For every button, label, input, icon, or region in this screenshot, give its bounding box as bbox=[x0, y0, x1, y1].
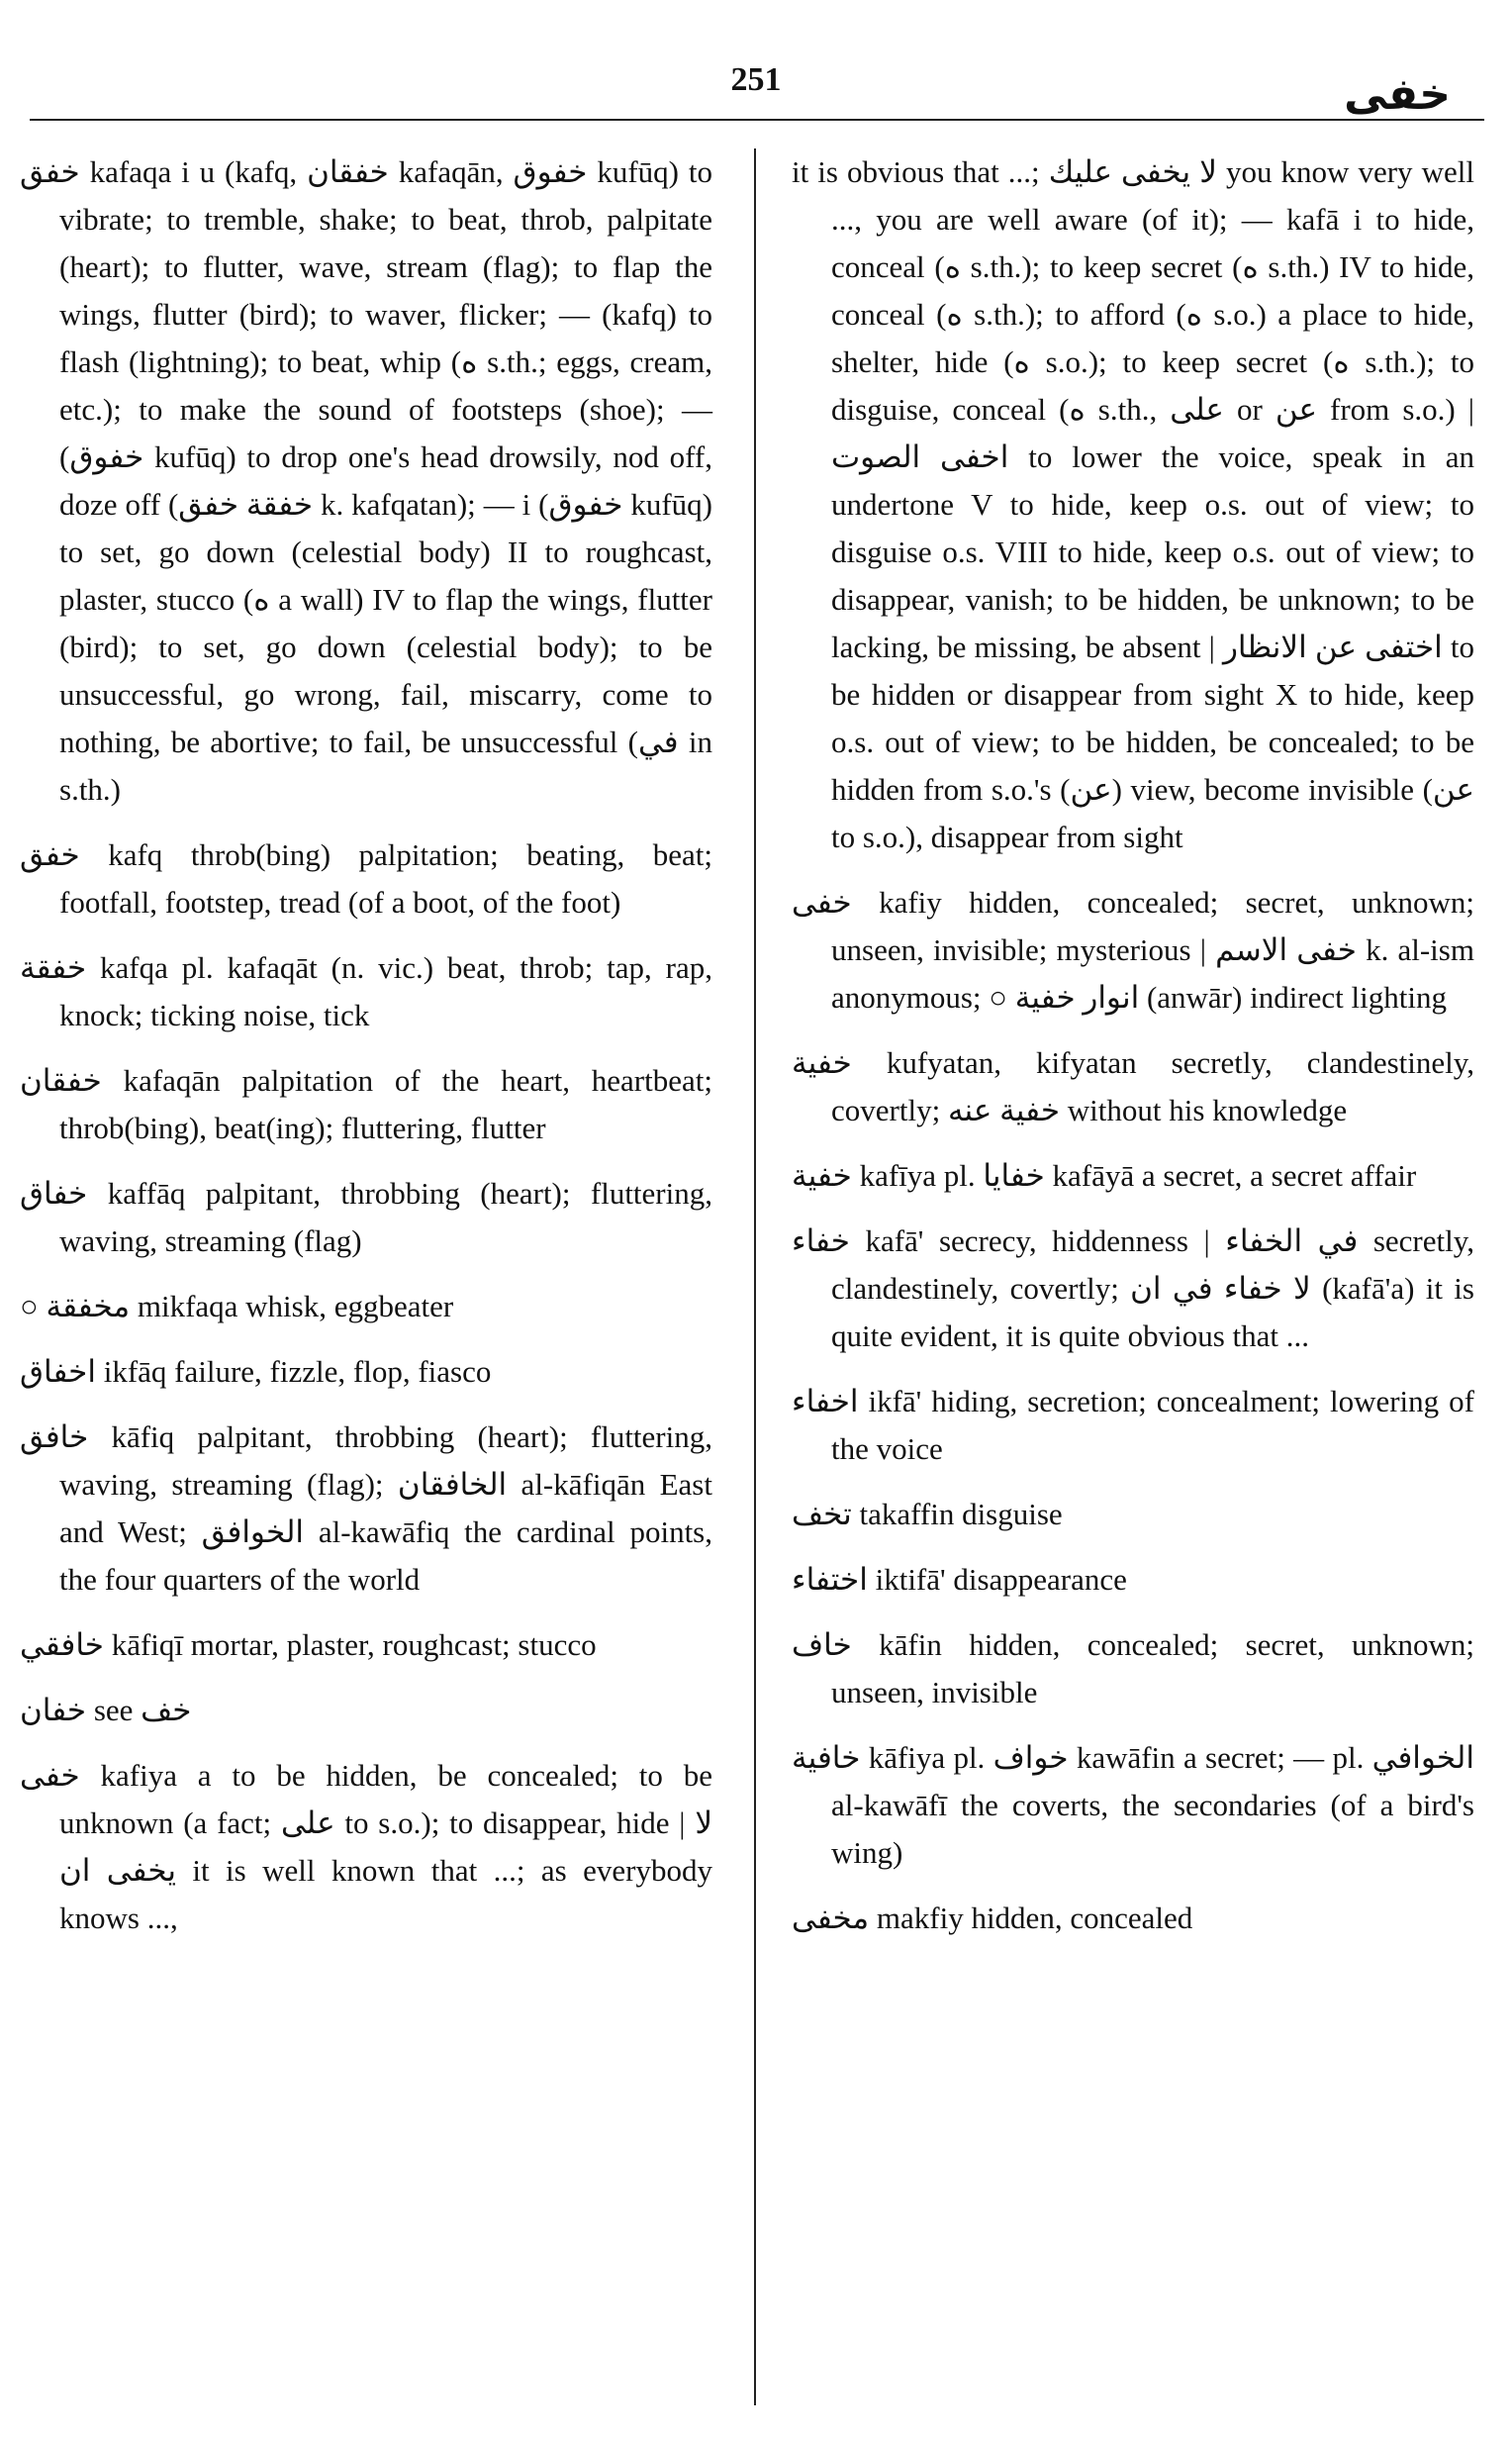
dictionary-entry bbox=[792, 148, 1474, 861]
dictionary-entry bbox=[792, 1556, 1474, 1604]
right-column bbox=[792, 148, 1474, 1960]
entry-text: خافق kāfiq palpitant, throbbing (heart); fluttering, waving, streaming (flag); الخافقان al-kāfiqān East and West; الخوافق al-kawāfiq the cardinal points, the four quarters of the world bbox=[20, 1419, 712, 1597]
entry-text: مخفى makfiy hidden, concealed bbox=[792, 1901, 1193, 1935]
entry-text: خفان see خف bbox=[20, 1693, 192, 1727]
entry-text: خفاق kaffāq palpitant, throbbing (heart); fluttering, waving, streaming (flag) bbox=[20, 1176, 712, 1258]
guide-word: خفى bbox=[1344, 69, 1451, 120]
dictionary-entry bbox=[792, 1218, 1474, 1360]
dictionary-entry bbox=[20, 944, 712, 1039]
entry-text: اخفاء ikfā' hiding, secretion; concealment; lowering of the voice bbox=[792, 1384, 1474, 1466]
entry-text: it is obvious that ...; لا يخفى عليك you know very well ..., you are well aware (of it); — kafā i to hide, conceal (ه s.th.); to keep secret (ه s.th.) IV to hide, conceal (ه s.th.); to afford (ه s.o.) a place to hide, shelter, hide (ه s.o.); to keep secret (ه s.th.); to disguise, conceal (ه s.th., على or عن from s.o.) | اخفى الصوت to lower the voice, speak in an undertone V to hide, keep o.s. out of view; to disguise o.s. VIII to hide, keep o.s. out of view; to disappear, vanish; to be hidden, be unknown; to be lacking, be missing, be absent | اختفى عن الانظار to be hidden or disappear from sight X to hide, keep o.s. out of view; to be hidden, be concealed; to be hidden from s.o.'s (عن) view, become invisible (عن to s.o.), disappear from sight bbox=[792, 154, 1475, 854]
dictionary-entry bbox=[792, 1491, 1474, 1538]
dictionary-entry bbox=[792, 1734, 1474, 1877]
dictionary-entry bbox=[20, 1621, 712, 1669]
dictionary-entry bbox=[792, 1039, 1474, 1134]
dictionary-entry bbox=[20, 1348, 712, 1396]
entry-text: خفقان kafaqān palpitation of the heart, heartbeat; throb(bing), beat(ing); fluttering, flutter bbox=[20, 1063, 712, 1145]
entry-text: خفى kafiy hidden, concealed; secret, unknown; unseen, invisible; mysterious | خفى الاسم k. al-ism anonymous; ○ انوار خفية (anwār) indirect lighting bbox=[792, 885, 1474, 1015]
column-divider bbox=[754, 148, 756, 2405]
entry-text: خاف kāfin hidden, concealed; secret, unknown; unseen, invisible bbox=[792, 1627, 1474, 1709]
dictionary-entry bbox=[20, 1057, 712, 1152]
dictionary-entry bbox=[20, 1687, 712, 1734]
dictionary-entry bbox=[20, 1283, 712, 1330]
dictionary-entry bbox=[20, 148, 712, 814]
dictionary-entry bbox=[20, 831, 712, 926]
left-column bbox=[20, 148, 712, 1960]
page-header bbox=[0, 0, 1512, 129]
dictionary-entry bbox=[792, 1895, 1474, 1942]
dictionary-entry bbox=[792, 879, 1474, 1022]
entry-text: خفى kafiya a to be hidden, be concealed; to be unknown (a fact; على to s.o.); to disappear, hide | لا يخفى ان it is well known that ...; as everybody knows ..., bbox=[20, 1758, 712, 1935]
entry-text: خفق kafaqa i u (kafq, خفقان kafaqān, خفوق kufūq) to vibrate; to tremble, shake; to beat, throb, palpitate (heart); to flutter, wave, stream (flag); to flap the wings, flutter (bird); to waver, flicker; — (kafq) to flash (lightning); to beat, whip (ه s.th.; eggs, cream, etc.); to make the sound of footsteps (shoe); — (خفوق kufūq) to drop one's head drowsily, nod off, doze off (خفقة خفق k. kafqatan); — i (خفوق kufūq) to set, go down (celestial body) II to roughcast, plaster, stucco (ه a wall) IV to flap the wings, flutter (bird); to set, go down (celestial body); to be unsuccessful, go wrong, fail, miscarry, come to nothing, be abortive; to fail, be unsuccessful (في in s.th.) bbox=[20, 154, 713, 807]
entry-text: ○ مخفقة mikfaqa whisk, eggbeater bbox=[20, 1289, 454, 1323]
entry-text: خفية kufyatan, kifyatan secretly, clandestinely, covertly; خفية عنه without his knowledge bbox=[792, 1045, 1474, 1127]
page-number: 251 bbox=[730, 61, 782, 98]
entry-text: خفق kafq throb(bing) palpitation; beating, beat; footfall, footstep, tread (of a boot, of the foot) bbox=[20, 837, 712, 920]
entry-text: خفاء kafā' secrecy, hiddenness | في الخفاء secretly, clandestinely, covertly; لا خفاء في ان (kafā'a) it is quite evident, it is quite obvious that ... bbox=[792, 1223, 1474, 1353]
entry-text: اختفاء iktifā' disappearance bbox=[792, 1562, 1127, 1597]
dictionary-entry bbox=[792, 1621, 1474, 1716]
entry-text: اخفاق ikfāq failure, fizzle, flop, fiasco bbox=[20, 1354, 492, 1389]
entry-text: خافية kāfiya pl. خواف kawāfin a secret; — pl. الخوافي al-kawāfī the coverts, the secondaries (of a bird's wing) bbox=[792, 1740, 1474, 1870]
dictionary-entry bbox=[20, 1414, 712, 1604]
dictionary-entry bbox=[20, 1752, 712, 1942]
dictionary-entry bbox=[792, 1152, 1474, 1200]
entry-text: تخف takaffin disguise bbox=[792, 1497, 1063, 1531]
entry-text: خافقي kāfiqī mortar, plaster, roughcast; stucco bbox=[20, 1627, 597, 1662]
dictionary-entry bbox=[792, 1378, 1474, 1473]
dictionary-entry bbox=[20, 1170, 712, 1265]
header-rule bbox=[30, 119, 1484, 121]
entry-text: خفقة kafqa pl. kafaqāt (n. vic.) beat, throb; tap, rap, knock; ticking noise, tick bbox=[20, 950, 712, 1032]
entry-text: خفية kafīya pl. خفايا kafāyā a secret, a secret affair bbox=[792, 1158, 1417, 1193]
